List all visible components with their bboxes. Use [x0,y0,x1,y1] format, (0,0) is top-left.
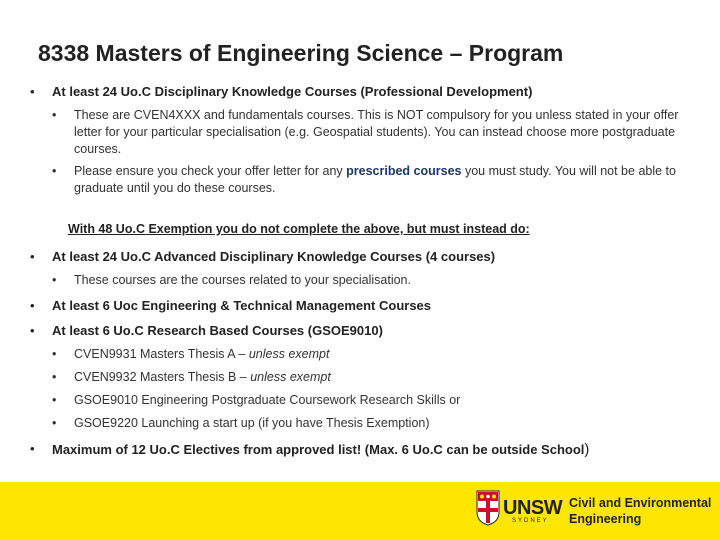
sub-bullet-cven4xxx [52,107,682,159]
sub-bullet-specialisation [52,272,682,290]
sub-bullet-thesis-b [52,369,682,387]
text-before: Please ensure you check your offer letter for any [74,164,347,178]
bullet-icon: • [52,273,57,287]
bullet-heading: At least 6 Uoc Engineering & Technical Management Courses [52,298,432,313]
faculty-line-1: Civil and Environmental [569,496,712,510]
sub-bullet-thesis-a [52,346,682,364]
bullet-icon: • [30,84,35,99]
page-title: 8338 Masters of Engineering Science – Program [38,40,564,66]
bullet-heading [52,441,589,458]
bullet-icon: • [52,393,57,407]
bullet-icon: • [52,347,57,361]
unsw-city: SYDNEY [512,518,549,524]
bullet-icon: • [30,298,35,313]
sub-bullet-gsoe9010 [52,392,682,410]
course-text: CVEN9931 Masters Thesis A – [74,347,249,361]
bullet-icon: • [30,323,35,338]
bullet-icon: • [52,108,57,122]
unsw-wordmark: UNSW [503,497,563,519]
bullet-heading: At least 24 Uo.C Advanced Disciplinary Knowledge Courses (4 courses) [52,249,496,264]
sub-bullet-text: These are CVEN4XXX and fundamentals courses. This is NOT compulsory for you unless stated in your offer letter for your particular specialisation (e.g. Geospatial students). You can instead choose more postgraduate courses. [74,108,679,156]
sub-bullet-text: GSOE9220 Launching a start up (if you have Thesis Exemption) [74,416,430,430]
sub-bullet-text [74,346,682,363]
bullet-icon: • [52,416,57,430]
faculty-line-2: Engineering [569,512,642,526]
sub-bullet-text [74,369,682,386]
text-after: you must study. You will not be able to graduate until you do these courses. [74,164,676,195]
bullet-heading: At least 24 Uo.C Disciplinary Knowledge Courses (Professional Development) [52,84,533,99]
bullet-icon: • [30,441,35,456]
unless-exempt-text: unless exempt [250,370,331,384]
electives-text: Maximum of 12 Uo.C Electives from approved list! (Max. 6 Uo.C can be outside School [52,442,585,457]
sub-bullet-text [74,163,682,197]
bullet-icon: • [52,370,57,384]
prescribed-courses-highlight: prescribed courses [346,164,462,178]
faculty-name [569,495,719,527]
bullet-icon: • [30,249,35,264]
sub-bullet-gsoe9220 [52,415,682,433]
sub-bullet-text: GSOE9010 Engineering Postgraduate Coursework Research Skills or [74,393,461,407]
bullet-heading: At least 6 Uo.C Research Based Courses (GSOE9010) [52,323,383,338]
unsw-crest-icon [476,490,500,526]
closing-paren: ) [584,441,590,458]
sub-bullet-text: These courses are the courses related to your specialisation. [74,273,411,287]
sub-bullet-prescribed [52,163,682,199]
unless-exempt-text: unless exempt [248,347,330,361]
exemption-note: With 48 Uo.C Exemption you do not complete the above, but must instead do: [68,222,530,236]
bullet-icon: • [52,164,57,178]
course-text: CVEN9932 Masters Thesis B – [74,370,251,384]
